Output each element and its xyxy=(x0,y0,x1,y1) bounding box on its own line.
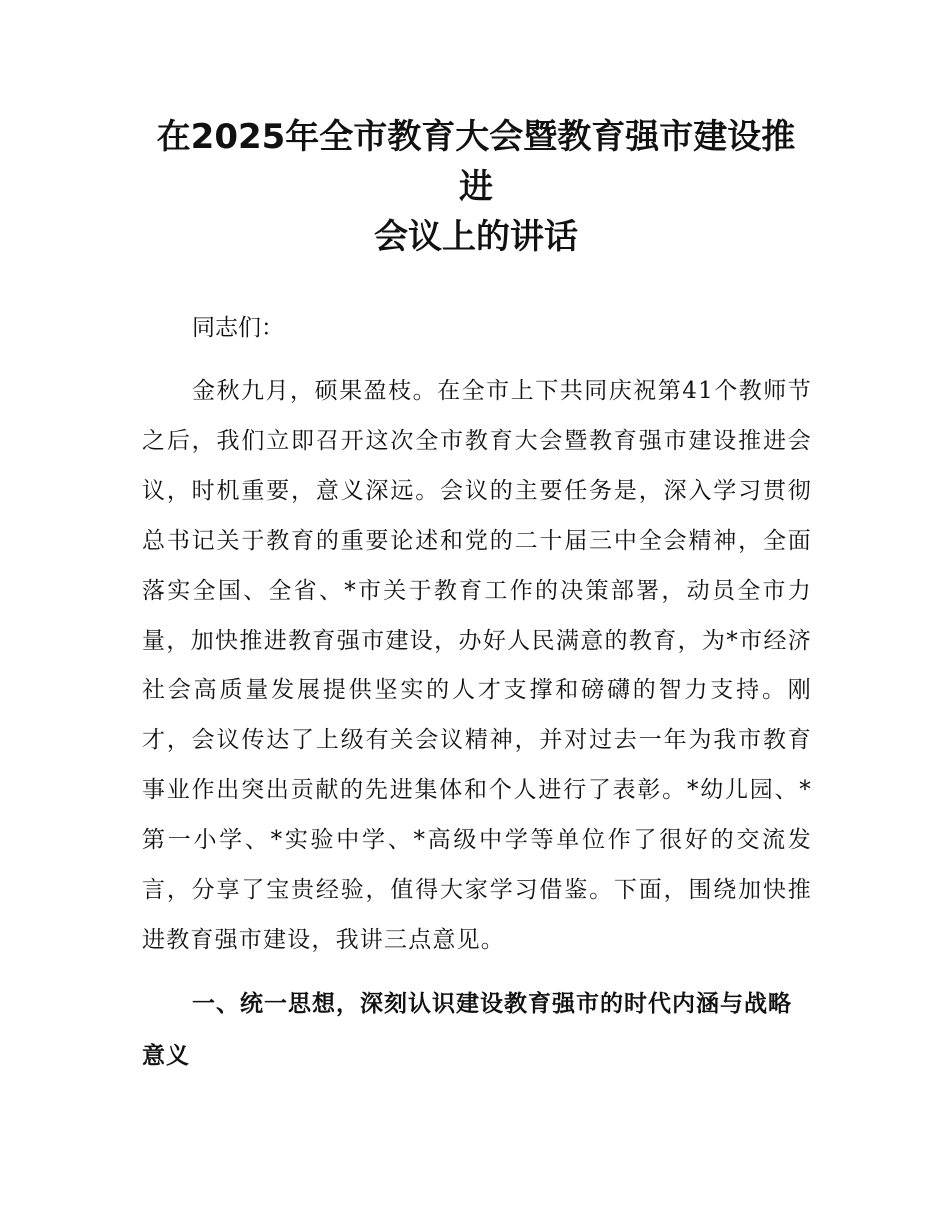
title-line-1: 在2025年全市教育大会暨教育强市建设推进 xyxy=(156,117,796,207)
section-heading-1: 一、统一思想，深刻认识建设教育强市的时代内涵与战略意义 xyxy=(142,991,792,1069)
opening-paragraph: 金秋九月，硕果盈枝。在全市上下共同庆祝第41个教师节之后，我们立即召开这次全市教育大会暨教育强市建设推进会议，时机重要，意义深远。会议的主要任务是，深入学习贯彻总书记关于教育的重要论述和党的二十届三中全会精神，全面落实全国、全省、*市关于教育工作的决策部署，动员全市力量，加快推进教育强市建设，办好人民满意的教育，为*市经济社会高质量发展提供坚实的人才支撑和磅礴的智力支持。刚才，会议传达了上级有关会议精神，并对过去一年为我市教育事业作出突出贡献的先进集体和个人进行了表彰。*幼儿园、*第一小学、*实验中学、*高级中学等单位作了很好的交流发言，分享了宝贵经验，值得大家学习借鉴。下面，围绕加快推进教育强市建设，我讲三点意见。 xyxy=(142,378,812,953)
salutation: 同志们： xyxy=(192,315,284,341)
document-title xyxy=(140,112,812,262)
title-line-2: 会议上的讲话 xyxy=(374,217,578,257)
